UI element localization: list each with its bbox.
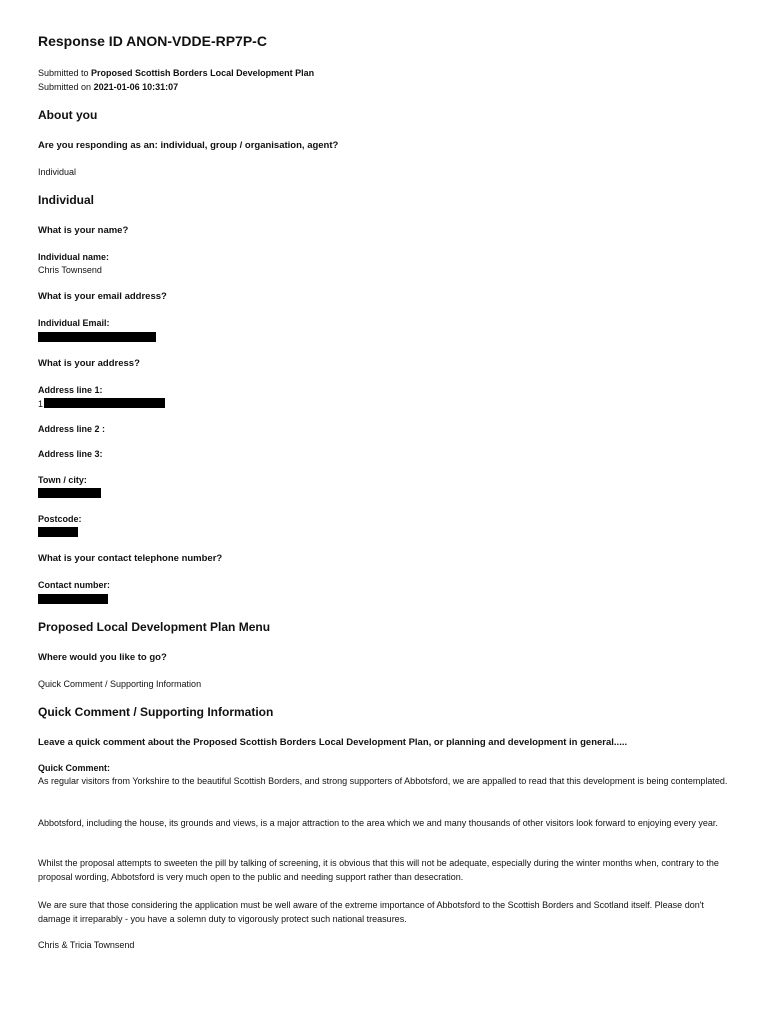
email-question: What is your email address? (38, 291, 167, 302)
address1-prefix: 1 (38, 399, 44, 409)
address1-label: Address line 1: (38, 385, 103, 395)
phone-question: What is your contact telephone number? (38, 553, 223, 564)
submitted-on-line (38, 82, 178, 92)
submitted-to-value: Proposed Scottish Borders Local Development Plan (91, 68, 315, 78)
comment-paragraph-4: We are sure that those considering the application must be well aware of the extreme importance of Abbotsford to the Scottish Borders and Scotland itself. Please don't damage it irreparably - you have a solemn duty to vigorously protect such national treasures. (38, 900, 704, 924)
menu-question: Where would you like to go? (38, 652, 167, 663)
town-label: Town / city: (38, 475, 87, 485)
name-value: Chris Townsend (38, 265, 102, 275)
postcode-label: Postcode: (38, 514, 82, 524)
quick-comment-label: Quick Comment: (38, 763, 111, 773)
address1-redaction (44, 398, 165, 408)
about-answer: Individual (38, 167, 77, 177)
postcode-redaction (38, 527, 78, 537)
submitted-to-line (38, 68, 314, 78)
name-question: What is your name? (38, 225, 129, 236)
address2-label: Address line 2 : (38, 424, 106, 434)
email-redaction (38, 332, 156, 342)
quick-comment-heading: Quick Comment / Supporting Information (38, 705, 274, 719)
response-title: Response ID ANON-VDDE-RP7P-C (38, 33, 267, 49)
submitted-on-value: 2021-01-06 10:31:07 (93, 82, 179, 92)
address-question: What is your address? (38, 358, 140, 369)
menu-heading: Proposed Local Development Plan Menu (38, 620, 271, 634)
comment-paragraph-1: As regular visitors from Yorkshire to the beautiful Scottish Borders, and strong supporters of Abbotsford, we are appalled to read that this development is being contemplated. (38, 776, 728, 786)
menu-answer: Quick Comment / Supporting Information (38, 679, 202, 689)
address3-label: Address line 3: (38, 449, 103, 459)
submitted-to-prefix: Submitted to (38, 68, 89, 78)
town-redaction (38, 488, 101, 498)
quick-comment-question: Leave a quick comment about the Proposed Scottish Borders Local Development Plan, or planning and development in general..... (38, 737, 628, 748)
comment-signature: Chris & Tricia Townsend (38, 940, 135, 950)
submitted-on-prefix: Submitted on (38, 82, 92, 92)
comment-paragraph-3: Whilst the proposal attempts to sweeten the pill by talking of screening, it is obvious that this will not be adequate, especially during the winter months when, contrary to the proposal wording, Abbotsford is very much open to the public and needing support rather than desecration. (38, 858, 719, 882)
phone-label: Contact number: (38, 580, 110, 590)
about-heading: About you (38, 108, 98, 122)
about-question: Are you responding as an: individual, group / organisation, agent? (38, 140, 339, 151)
comment-paragraph-2: Abbotsford, including the house, its grounds and views, is a major attraction to the area which we and many thousands of other visitors look forward to enjoying every year. (38, 818, 718, 828)
individual-heading: Individual (38, 193, 95, 207)
phone-redaction (38, 594, 108, 604)
name-label: Individual name: (38, 252, 110, 262)
email-label: Individual Email: (38, 318, 110, 328)
